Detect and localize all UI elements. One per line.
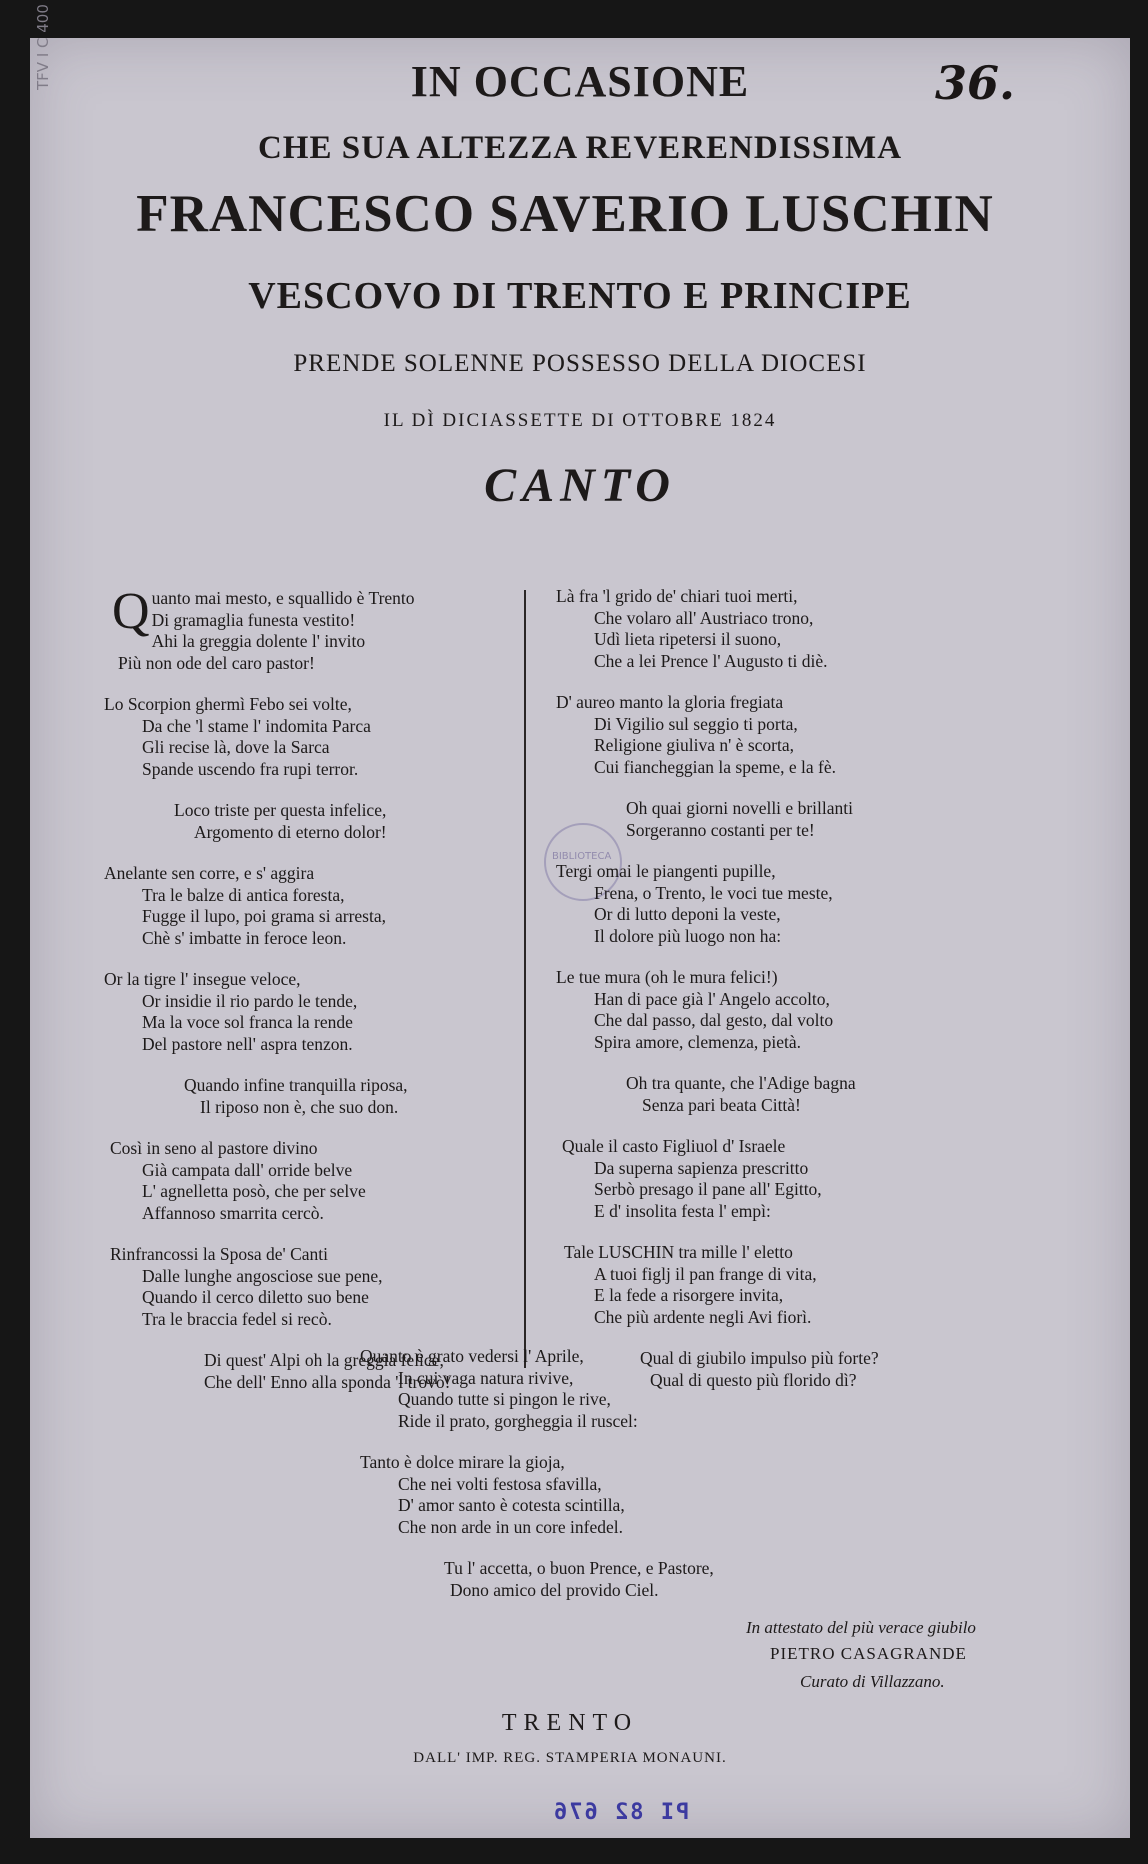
verse-line: Sorgeranno costanti per te! — [626, 819, 815, 840]
header-line-3: FRANCESCO SAVERIO LUSCHIN — [136, 185, 994, 243]
stanza-right-3 — [556, 798, 1076, 841]
shelfmark-stamp: PI 82 676 — [552, 1800, 690, 1825]
verse-line: Che volaro all' Austriaco trono, — [594, 607, 814, 628]
verse-line: Tra le balze di antica foresta, — [142, 884, 345, 905]
verse-line: Argomento di eterno dolor! — [194, 821, 387, 842]
library-stamp-text: BIBLIOTECA — [552, 851, 612, 862]
verse-line: Oh quai giorni novelli e brillanti — [626, 798, 853, 818]
verse-line: Religione giuliva n' è scorta, — [594, 735, 794, 755]
stanza-right-7 — [556, 1136, 1076, 1222]
stanza-bottom-1 — [360, 1346, 820, 1432]
verse-line: Che dell' Enno alla sponda 'l trovò! — [204, 1371, 451, 1392]
stanza-left-3 — [104, 800, 504, 843]
header-line-5: PRENDE SOLENNE POSSESSO DELLA DIOCESI — [293, 350, 867, 377]
stanza-left-6 — [104, 1075, 504, 1118]
header-line-2: CHE SUA ALTEZZA REVERENDISSIMA — [257, 130, 903, 166]
signature-attestation: In attestato del più verace giubilo — [746, 1618, 976, 1637]
stanza-left-8 — [104, 1244, 504, 1330]
verse-line: Frena, o Trento, le voci tue meste, — [594, 882, 833, 903]
verse-line: D' amor santo è cotesta scintilla, — [398, 1495, 625, 1515]
verse-line: Là fra 'l grido de' chiari tuoi merti, — [556, 586, 798, 606]
stanza-left-4 — [104, 863, 504, 949]
verse-line: Il riposo non è, che suo don. — [200, 1096, 399, 1117]
verse-line: Dono amico del provido Ciel. — [450, 1579, 659, 1600]
verse-line: Che non arde in un core infedel. — [398, 1516, 623, 1537]
broadside-sheet — [30, 4, 1130, 1838]
verse-line: Spande uscendo fra rupi terror. — [142, 758, 359, 779]
verse-line: Tergi omai le piangenti pupille, — [556, 861, 776, 881]
verse-line: Il dolore più luogo non ha: — [594, 925, 782, 946]
verse-line: Quando il cerco diletto suo bene — [142, 1287, 369, 1307]
verse-line: Gli recise là, dove la Sarca — [142, 737, 330, 757]
verse-line: Qual di questo più florido dì? — [650, 1369, 857, 1390]
verse-line: Che a lei Prence l' Augusto ti diè. — [594, 650, 828, 671]
stanza-left-1 — [112, 583, 504, 674]
verse-line: Ahi la greggia dolente l' invito — [151, 631, 366, 651]
verse-line: Così in seno al pastore divino — [110, 1138, 318, 1158]
verse-line: Tanto è dolce mirare la gioja, — [360, 1452, 565, 1472]
verse-line: Han di pace già l' Angelo accolto, — [594, 988, 830, 1009]
verse-line: Dalle lunghe angosciose sue pene, — [142, 1265, 383, 1286]
stanza-right-6 — [556, 1073, 1076, 1116]
verse-line: Qual di giubilo impulso più forte? — [640, 1348, 879, 1368]
verse-line: Di Vigilio sul seggio ti porta, — [594, 713, 798, 734]
stanza-right-2 — [556, 692, 1076, 778]
header-line-4: VESCOVO DI TRENTO E PRINCIPE — [248, 275, 912, 317]
left-column — [104, 583, 504, 1413]
verse-line: Quando infine tranquilla riposa, — [184, 1075, 408, 1095]
imprint-city: TRENTO — [501, 1710, 639, 1736]
verse-line: Lo Scorpion ghermì Febo sei volte, — [104, 694, 352, 714]
verse-line: Rinfrancossi la Sposa de' Canti — [110, 1244, 328, 1264]
handwritten-inventory-number: 36. — [935, 56, 1016, 110]
verse-line: Affannoso smarrita cercò. — [142, 1202, 324, 1223]
header-date-line: IL DÌ DICIASSETTE DI OTTOBRE 1824 — [383, 410, 777, 431]
stanza-right-1 — [556, 586, 1076, 672]
verse-line: Di gramaglia funesta vestito! — [151, 609, 356, 630]
verse-line: Loco triste per questa infelice, — [174, 800, 387, 820]
header-line-1: IN OCCASIONE — [410, 57, 750, 106]
stanza-left-5 — [104, 969, 504, 1055]
verse-line: Chè s' imbatte in feroce leon. — [142, 927, 347, 948]
closing-stanzas — [360, 1346, 820, 1621]
verse-line: Or di lutto deponi la veste, — [594, 904, 781, 924]
verse-line: Ma la voce sol franca la rende — [142, 1012, 353, 1032]
column-divider — [524, 590, 526, 1368]
verse-line: Serbò presago il pane all' Egitto, — [594, 1179, 822, 1199]
verse-line: Di quest' Alpi oh la greggia felice, — [204, 1350, 444, 1370]
verse-line: E la fede a risorgere invita, — [594, 1285, 784, 1305]
verse-line: Che più ardente negli Avi fiorì. — [594, 1306, 812, 1327]
stanza-bottom-2 — [360, 1452, 820, 1538]
verse-line: Cui fiancheggian la speme, e la fè. — [594, 756, 836, 777]
verse-line: Che dal passo, dal gesto, dal volto — [594, 1010, 834, 1030]
verse-line: A tuoi figlj il pan frange di vita, — [594, 1263, 817, 1284]
poem-title: CANTO — [484, 459, 676, 512]
verse-line: Oh tra quante, che l'Adige bagna — [626, 1073, 856, 1093]
verse-line: Che nei volti festosa sfavilla, — [398, 1473, 602, 1494]
right-column — [556, 586, 1076, 1411]
verse-line: E d' insolita festa l' empì: — [594, 1200, 771, 1221]
verse-line: Da superna sapienza prescritto — [594, 1157, 809, 1178]
verse-line: D' aureo manto la gloria fregiata — [556, 692, 784, 712]
stanza-right-5 — [556, 967, 1076, 1053]
stanza-left-7 — [104, 1138, 504, 1224]
stanza-right-8 — [556, 1242, 1076, 1328]
verse-line: Spira amore, clemenza, pietà. — [594, 1031, 801, 1052]
verse-line: Tu l' accetta, o buon Prence, e Pastore, — [444, 1558, 714, 1578]
imprint-press: DALL' IMP. REG. STAMPERIA MONAUNI. — [413, 1750, 727, 1766]
verse-line: Già campata dall' orride belve — [142, 1159, 353, 1180]
stanza-right-4 — [556, 861, 1076, 947]
verse-line: Or insidie il rio pardo le tende, — [142, 990, 358, 1011]
verse-line: Or la tigre l' insegue veloce, — [104, 969, 301, 989]
verse-line: L' agnelletta posò, che per selve — [142, 1181, 366, 1201]
signature-role: Curato di Villazzano. — [800, 1672, 945, 1691]
verse-line: Più non ode del caro pastor! — [118, 652, 315, 673]
verse-line: Senza pari beata Città! — [642, 1094, 801, 1115]
verse-line: Quanto è grato vedersi l' Aprile, — [360, 1346, 584, 1366]
drop-cap: Q — [112, 583, 150, 640]
verse-line: Quando tutte si pingon le rive, — [398, 1389, 611, 1409]
verse-line: Le tue mura (oh le mura felici!) — [556, 967, 778, 987]
verse-line: Da che 'l stame l' indomita Parca — [142, 715, 371, 736]
verse-line: In cui vaga natura rivive, — [398, 1367, 574, 1388]
verse-line: Tale LUSCHIN tra mille l' eletto — [564, 1242, 793, 1262]
verse-line: Anelante sen corre, e s' aggira — [104, 863, 315, 883]
verse-line: Ride il prato, gorgheggia il ruscel: — [398, 1410, 638, 1431]
verse-line: Del pastore nell' aspra tenzon. — [142, 1033, 353, 1054]
verse-line: uanto mai mesto, e squallido è Trento — [151, 588, 415, 608]
pencil-catalog-note: TFV I C 400 — [34, 4, 52, 90]
signature-name: PIETRO CASAGRANDE — [770, 1644, 967, 1663]
verse-line: Udì lieta ripetersi il suono, — [594, 629, 782, 649]
verse-line: Quale il casto Figliuol d' Israele — [562, 1136, 786, 1156]
stanza-left-2 — [104, 694, 504, 780]
verse-line: Tra le braccia fedel si recò. — [142, 1308, 332, 1329]
verse-line: Fugge il lupo, poi grama si arresta, — [142, 906, 386, 926]
stanza-bottom-3 — [360, 1558, 820, 1601]
